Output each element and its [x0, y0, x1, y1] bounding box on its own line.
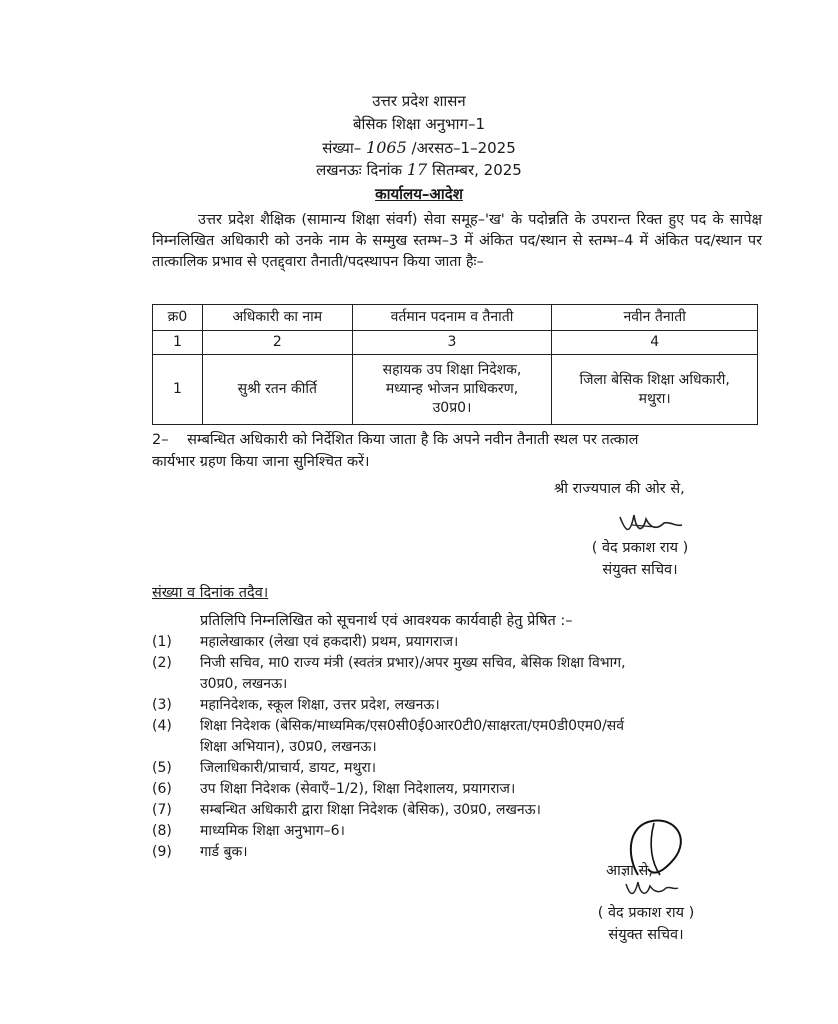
list-item-text: महालेखाकार (लेखा एवं हकदारी) प्रथम, प्रयागराज। — [200, 634, 459, 650]
list-item-text-cont: उ0प्र0, लखनऊ। — [200, 676, 288, 692]
intro-paragraph — [152, 210, 762, 273]
intro-paragraph-text: उत्तर प्रदेश शैक्षिक (सामान्य शिक्षा संवर्ग) सेवा समूह–'ख' के पदोन्नति के उपरान्त रिक्त हुए पद के सापेक्ष निम्नलिखित अधिकारी को उनके नाम के सम्मुख स्तम्भ–3 में अंकित पद/स्थान से स्तम्भ–4 में अंकित पद/स्थान पर तात्कालिक प्रभाव से एतद्द्वारा तैनाती/पदस्थापन किया जाता हैः– — [152, 212, 762, 270]
list-item-text: जिलाधिकारी/प्राचार्य, डायट, मथुरा। — [200, 760, 377, 776]
date-prefix: लखनऊः दिनांक — [316, 161, 403, 179]
on-behalf-of-governor: श्री राज्यपाल की ओर से, — [554, 481, 685, 497]
date-suffix: सितम्बर, 2025 — [431, 161, 522, 179]
header-line-section: बेसिक शिक्षा अनुभाग–1 — [352, 115, 486, 133]
list-item-number: (9) — [152, 844, 172, 860]
signatory-designation: संयुक्त सचिव। — [602, 562, 678, 578]
header-current-post: वर्तमान पदनाम व तैनाती — [352, 305, 552, 331]
list-item-number: (4) — [152, 718, 172, 734]
signature2-block — [566, 902, 726, 944]
header-date — [0, 160, 838, 180]
current-post-line: उ0प्र0। — [432, 400, 472, 416]
table-column-number-row — [153, 331, 758, 355]
para2-line2: कार्यभार ग्रहण किया जाना सुनिश्चित करें। — [152, 454, 370, 470]
row-current-post — [352, 355, 552, 425]
date-handwritten: 17 — [406, 160, 428, 179]
by-order-text: आज्ञा से, — [606, 863, 653, 879]
row-serial: 1 — [153, 355, 203, 425]
list-item — [152, 716, 764, 758]
list-item-text: सम्बन्धित अधिकारी द्वारा शिक्षा निदेशक (बेसिक), उ0प्र0, लखनऊ। — [200, 802, 541, 818]
list-item-number: (3) — [152, 697, 172, 713]
number-prefix: संख्या– — [322, 139, 362, 157]
signatory-name: ( वेद प्रकाश राय ) — [591, 540, 689, 556]
list-item-number: (2) — [152, 655, 172, 671]
para2 — [152, 430, 638, 451]
list-item-text: उप शिक्षा निदेशक (सेवाएँ–1/2), शिक्षा निदेशालय, प्रयागराज। — [200, 781, 516, 797]
signatory-designation: संयुक्त सचिव। — [608, 927, 684, 943]
number-handwritten: 1065 — [366, 138, 407, 157]
list-item-text: महानिदेशक, स्कूल शिक्षा, उत्तर प्रदेश, लखनऊ। — [200, 697, 440, 713]
list-item-number: (7) — [152, 802, 172, 818]
list-item — [152, 758, 764, 779]
posting-table — [152, 304, 758, 425]
header-officer-name: अधिकारी का नाम — [202, 305, 352, 331]
table-header-row — [153, 305, 758, 331]
list-item-number: (5) — [152, 760, 172, 776]
order-title: कार्यालय–आदेश — [375, 185, 463, 203]
column-number: 4 — [552, 331, 758, 355]
list-item-number: (8) — [152, 823, 172, 839]
table-row — [153, 355, 758, 425]
new-posting-line: जिला बेसिक शिक्षा अधिकारी, — [579, 371, 730, 388]
header-new-posting: नवीन तैनाती — [552, 305, 758, 331]
row-officer-name: सुश्री रतन कीर्ति — [202, 355, 352, 425]
current-post-line: सहायक उप शिक्षा निदेशक, — [382, 362, 522, 378]
header-line-state-government: उत्तर प्रदेश शासन — [372, 92, 466, 110]
signature1-block — [560, 537, 720, 579]
list-item-text: निजी सचिव, मा0 राज्य मंत्री (स्वतंत्र प्रभार)/अपर मुख्य सचिव, बेसिक शिक्षा विभाग, — [200, 655, 626, 671]
row-new-posting — [552, 355, 758, 425]
list-item — [152, 632, 764, 653]
column-number: 2 — [202, 331, 352, 355]
column-number: 3 — [352, 331, 552, 355]
list-item-text: गार्ड बुक। — [200, 844, 248, 860]
signature-icon — [616, 505, 686, 541]
list-item-number: (1) — [152, 634, 172, 650]
copy-intro: प्रतिलिपि निम्नलिखित को सूचनार्थ एवं आवश्यक कार्यवाही हेतु प्रेषित :– — [200, 613, 573, 629]
list-item-text-cont: शिक्षा अभियान), उ0प्र0, लखनऊ। — [200, 739, 377, 755]
initials-icon — [624, 876, 680, 902]
list-item-text: माध्यमिक शिक्षा अनुभाग–6। — [200, 823, 345, 839]
column-number: 1 — [153, 331, 203, 355]
list-item — [152, 695, 764, 716]
copy-heading: संख्या व दिनांक तदैव। — [152, 585, 269, 601]
para2-line1: सम्बन्धित अधिकारी को निर्देशित किया जाता है कि अपने नवीन तैनाती स्थल पर तत्काल — [187, 432, 639, 448]
header-serial: क्र0 — [153, 305, 203, 331]
number-suffix: /अरसठ–1–2025 — [411, 139, 516, 157]
header-order-number — [0, 138, 838, 158]
signatory-name: ( वेद प्रकाश राय ) — [597, 905, 695, 921]
current-post-line: मध्यान्ह भोजन प्राधिकरण, — [385, 381, 519, 397]
list-item — [152, 653, 764, 695]
list-item — [152, 779, 764, 800]
para2-number: 2– — [152, 432, 169, 448]
list-item-text: शिक्षा निदेशक (बेसिक/माध्यमिक/एस0सी0ई0आर0टी0/साक्षरता/एम0डी0एम0/सर्व — [200, 718, 625, 734]
list-item-number: (6) — [152, 781, 172, 797]
new-posting-line: मथुरा। — [638, 390, 671, 407]
